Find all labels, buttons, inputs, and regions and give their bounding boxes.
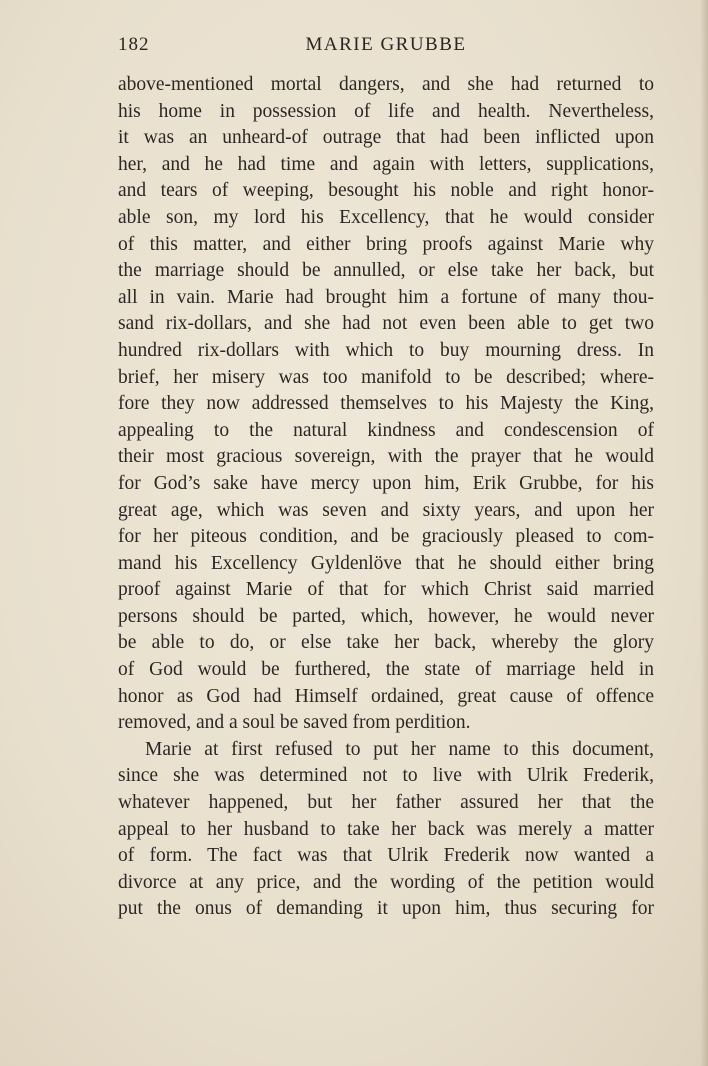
text-line: be able to do, or else take her back, whereby the glory	[118, 632, 654, 654]
text-line: persons should be parted, which, however, he would never	[118, 605, 654, 627]
text-line: their most gracious sovereign, with the prayer that he would	[118, 446, 654, 468]
text-line: whatever happened, but her father assured her that the	[118, 792, 654, 814]
text-line: appealing to the natural kindness and condescension of	[118, 419, 654, 441]
text-line: proof against Marie of that for which Christ said married	[118, 579, 654, 601]
paragraph-end-line: removed, and a soul be saved from perdition.	[118, 712, 471, 734]
text-line: of this matter, and either bring proofs against Marie why	[118, 233, 654, 255]
text-line: hundred rix-dollars with which to buy mourning dress. In	[118, 339, 654, 361]
text-line: and tears of weeping, besought his noble and right honor-	[118, 180, 654, 202]
text-line: all in vain. Marie had brought him a fortune of many thou-	[118, 286, 654, 308]
text-line: of God would be furthered, the state of marriage held in	[118, 659, 654, 681]
text-line: his home in possession of life and health. Nevertheless,	[118, 100, 654, 122]
text-line: appeal to her husband to take her back was merely a matter	[118, 818, 654, 840]
text-line: since she was determined not to live with Ulrik Frederik,	[118, 765, 654, 787]
body-text	[118, 72, 654, 923]
text-line: her, and he had time and again with letters, supplications,	[118, 153, 654, 175]
text-line: for her piteous condition, and be graciously pleased to com-	[118, 526, 654, 548]
text-line: able son, my lord his Excellency, that he would consider	[118, 206, 654, 228]
text-line: the marriage should be annulled, or else take her back, but	[118, 260, 654, 282]
text-line: of form. The fact was that Ulrik Frederik now wanted a	[118, 845, 654, 867]
page-edge-shadow	[700, 0, 708, 1066]
text-line: above-mentioned mortal dangers, and she had returned to	[118, 74, 654, 95]
text-line: it was an unheard-of outrage that had been inflicted upon	[118, 127, 654, 149]
text-line: for God’s sake have mercy upon him, Erik Grubbe, for his	[118, 472, 654, 494]
text-line: fore they now addressed themselves to his Majesty the King,	[118, 393, 654, 415]
page-number: 182	[118, 34, 150, 55]
text-line: sand rix-dollars, and she had not even been able to get two	[118, 313, 654, 335]
paragraph-start-line: Marie at first refused to put her name to this document,	[145, 738, 654, 760]
text-line: honor as God had Himself ordained, great cause of offence	[118, 685, 654, 707]
text-line: mand his Excellency Gyldenlöve that he should either bring	[118, 552, 654, 574]
running-title: MARIE GRUBBE	[305, 34, 467, 55]
text-line: divorce at any price, and the wording of the petition would	[118, 871, 654, 893]
text-line: brief, her misery was too manifold to be described; where-	[118, 366, 654, 388]
page-header	[118, 34, 654, 60]
text-line: put the onus of demanding it upon him, thus securing for	[118, 898, 654, 920]
text-line: great age, which was seven and sixty years, and upon her	[118, 499, 654, 521]
